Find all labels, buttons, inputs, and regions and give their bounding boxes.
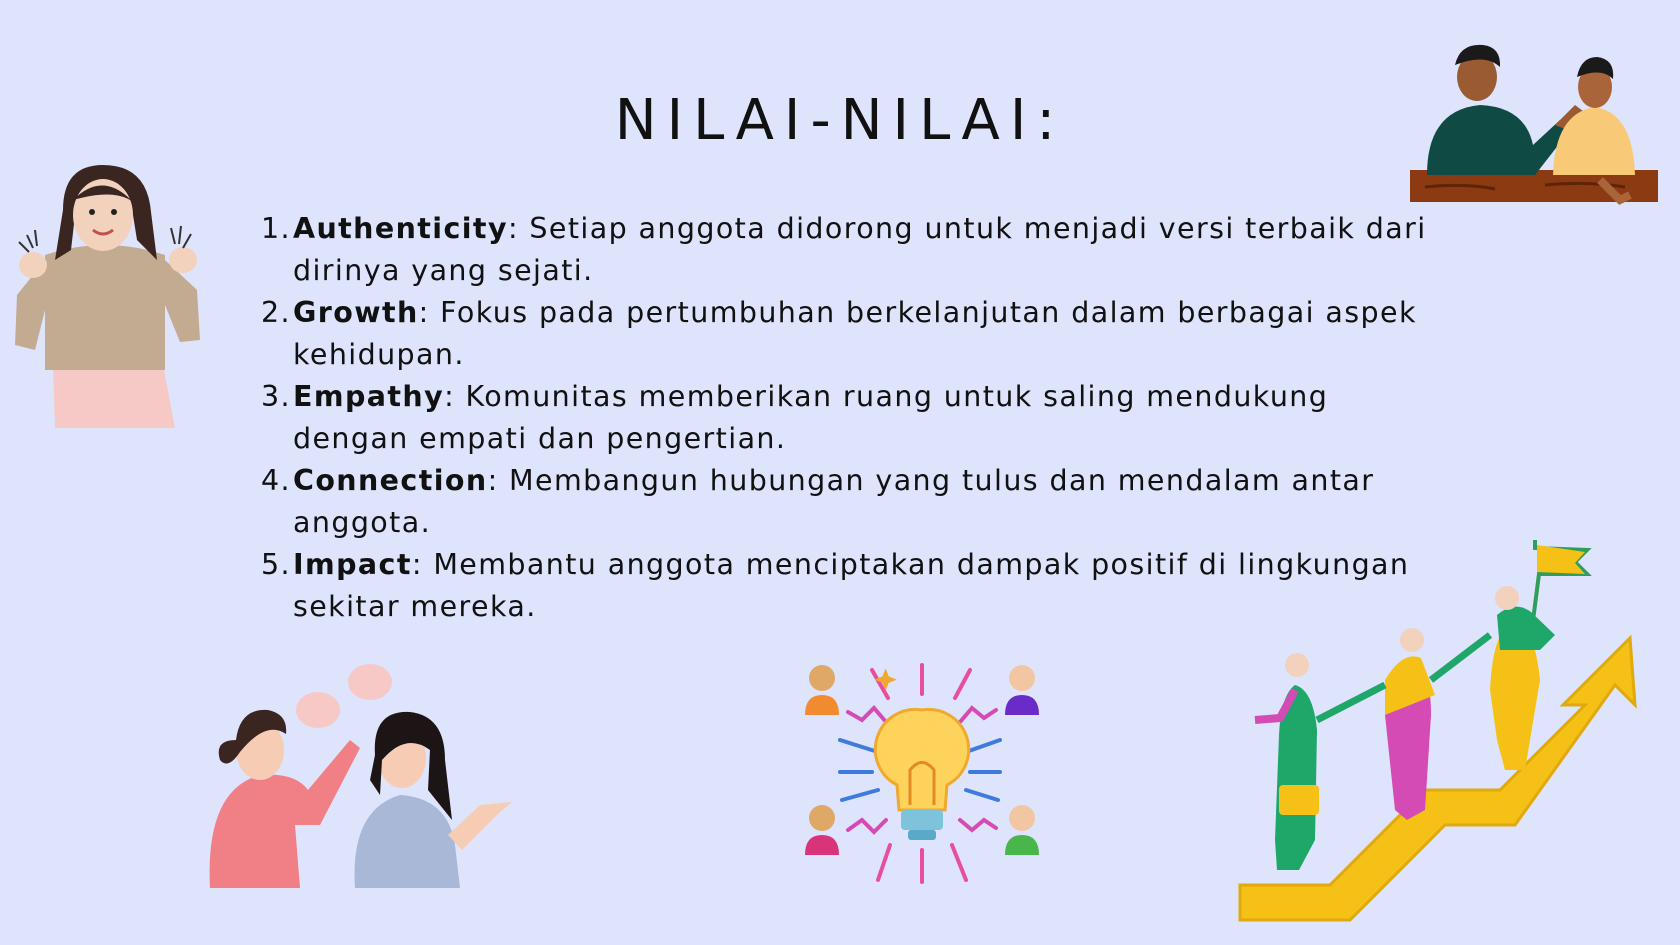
value-description: : Membantu anggota menciptakan dampak positif di lingkungan sekitar mereka. bbox=[293, 548, 1410, 623]
list-item bbox=[255, 292, 1435, 376]
value-description: : Setiap anggota didorong untuk menjadi versi terbaik dari dirinya yang sejati. bbox=[293, 212, 1427, 287]
value-name: Connection bbox=[293, 464, 488, 497]
item-number: 5. bbox=[261, 548, 291, 581]
item-number: 3. bbox=[261, 380, 291, 413]
value-description: : Fokus pada pertumbuhan berkelanjutan dalam berbagai aspek kehidupan. bbox=[293, 296, 1417, 371]
list-item bbox=[255, 460, 1435, 544]
value-name: Authenticity bbox=[293, 212, 508, 245]
item-number: 4. bbox=[261, 464, 291, 497]
item-number: 2. bbox=[261, 296, 291, 329]
item-number: 1. bbox=[261, 212, 291, 245]
team-climbing-stairs-icon bbox=[1235, 540, 1645, 925]
value-description: : Membangun hubungan yang tulus dan mendalam antar anggota. bbox=[293, 464, 1375, 539]
lightbulb-ideas-icon bbox=[800, 660, 1045, 900]
list-item bbox=[255, 208, 1435, 292]
value-name: Impact bbox=[293, 548, 412, 581]
value-name: Growth bbox=[293, 296, 419, 329]
page-title: NILAI-NILAI: bbox=[614, 88, 1066, 153]
two-women-chatting-icon bbox=[200, 660, 525, 890]
two-men-talking-icon bbox=[1405, 35, 1670, 220]
woman-thumbs-up-icon bbox=[5, 160, 205, 435]
value-name: Empathy bbox=[293, 380, 445, 413]
value-description: : Komunitas memberikan ruang untuk saling mendukung dengan empati dan pengertian. bbox=[293, 380, 1329, 455]
list-item bbox=[255, 376, 1435, 460]
